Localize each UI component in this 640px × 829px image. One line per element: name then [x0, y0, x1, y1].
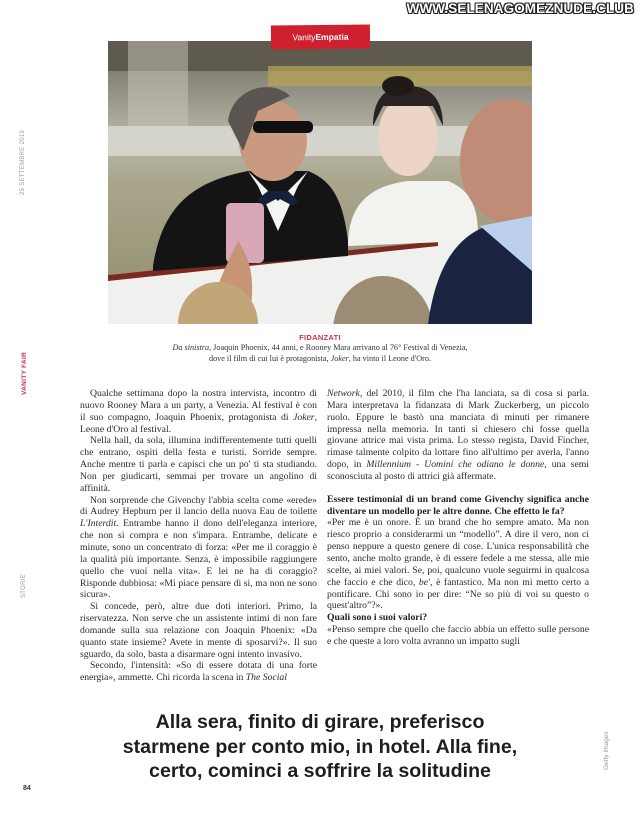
pull-quote-line: certo, cominci a soffrire la solitudine: [149, 760, 491, 783]
section-name: STORIE: [21, 573, 27, 598]
section-badge-prefix: Vanity: [292, 32, 316, 43]
paragraph: Si concede, però, altre due doti interiori. Primo, la riservatezza. Non serve che un assistente intimi di non fare domande sulla sua relazione con Joaquin Phoenix: «Da quanto state insieme? Avete in mente di sposarvi?». Il suo sguardo, da solo, basta a disarmare ogni intento invasivo.: [80, 601, 317, 660]
pull-quote-line: starmene per conto mio, in hotel. Alla fine,: [122, 735, 518, 758]
text-run: Millennium - Uomini che odiano le donne: [366, 459, 545, 471]
interview-answer: «Penso sempre che quello che faccio abbia un effetto sulle persone e che queste a loro volta avranno un impatto sugli: [327, 624, 589, 647]
caption-line-1: [108, 343, 532, 354]
caption-film-title: Joker: [330, 353, 349, 363]
section-badge-name: Empatia: [315, 31, 349, 43]
photo-illustration: [108, 41, 532, 324]
interview-answer: [327, 517, 589, 612]
text-run: Secondo, l'intensità: «So di essere dotata di una forte energia», ammette. Chi ricorda la scena in: [80, 660, 317, 684]
text-run: The Social: [245, 672, 287, 684]
text-run: Joker: [293, 411, 315, 423]
caption-lead: Da sinistra: [172, 343, 210, 352]
article-photo: [108, 41, 532, 324]
text-run: . Entrambe hanno il dono dell'eleganza interiore, che non si compra e non s'impara. Entrambe, delicate e minute, sono un concentrato di forza: «Per me il coraggio è la qualità più importante. Senza, è impossibile raggiungere quello che vuoi nella vita». E lei ne ha di coraggio? Risponde dubbiosa: «Mi piace pensare di sì, ma non ne sono sicura».: [80, 518, 317, 601]
text-run: Network: [327, 388, 360, 399]
photo-caption: [108, 332, 532, 364]
article-column-right: [327, 388, 589, 648]
text-run: be': [418, 576, 431, 588]
caption-line-2: [108, 354, 532, 365]
text-run: L'Interdit: [80, 518, 117, 530]
magazine-name: VANITY FAIR: [21, 351, 28, 395]
caption-text: , ha vinto il Leone d'Oro.: [348, 353, 432, 363]
caption-text: , Joaquin Phoenix, 44 anni, e Rooney Mara arrivano al 76° Festival di Venezia,: [209, 343, 468, 352]
watermark: WWW.SELENAGOMEZNUDE.CLUB: [406, 1, 634, 16]
article-column-left: [80, 388, 317, 684]
paragraph: [80, 660, 317, 684]
caption-title: FIDANZATI: [299, 333, 341, 342]
paragraph: [327, 388, 589, 483]
caption-text: dove il film di cui lui è protagonista,: [208, 353, 331, 363]
page-number: 84: [23, 785, 31, 792]
photo-credit: Getty Images: [603, 731, 610, 770]
interview-question: Essere testimonial di un brand come Givenchy significa anche diventare un modello per le altre donne. Che effetto le fa?: [327, 493, 589, 517]
text-run: Non sorprende che Givenchy l'abbia scelta come «erede» di Audrey Hepburn per il lancio della nuova Eau de toilette: [80, 494, 317, 518]
text-run: , una semi sconosciuta al posto di attrici già affermate.: [327, 459, 589, 482]
pull-quote: [80, 710, 560, 784]
text-run: , Leone d'Oro al festival.: [80, 411, 317, 435]
paragraph: [80, 388, 317, 435]
pull-quote-line: Alla sera, finito di girare, preferisco: [155, 711, 485, 733]
text-run: , del 2010, il film che l'ha lanciata, sa di cosa si parla. Mara interpretava la fidanzata di Mark Zuckerberg, un piccolo ruolo. Eppure le bastò una manciata di minuti per rimanere impressa nella memoria. In tanti si chiesero chi fosse quella giovane attrice mai vista prima. Lo stesso regista, David Fincher, rimase talmente colpito da lottare fino all'ultimo per averla, l'anno dopo, in: [327, 388, 589, 471]
issue-date: 25 SETTEMBRE 2019: [20, 129, 26, 195]
interview-question: Quali sono i suoi valori?: [327, 612, 428, 624]
paragraph: Nella hall, da sola, illumina indifferentemente tutti quelli che entrano, ospiti della festa e turisti. Sorride sempre. Anche mentre ti parla e capisci che un po' ti sta studiando. Non per giudicarti, semmai per trovare un angolino di affinità.: [80, 435, 317, 494]
text-run: «Per me è un onore. È un brand che ho sempre amato. Ma non riesco proprio a considerarmi un “modello”. A dire il vero, non ci penso neppure a questo genere di cose. L'unica responsabilità che sento, anche molto grande, è di essere fedele a me stessa, alle mie scelte, ai miei valori. Se, poi, qualcuno vuole seguirmi in qualcosa che faccio e che dico,: [327, 517, 589, 588]
paragraph: [80, 495, 317, 602]
text-run: Qualche settimana dopo la nostra intervista, incontro di nuovo Rooney Mara a un party, a Venezia. Al festival è con il suo compagno, Joaquin Phoenix, protagonista di: [80, 388, 317, 423]
section-badge: [271, 24, 370, 49]
text-run: , è fantastico. Ma non mi metto certo a pontificare. Chi sono io per dire: “Ne so più di voi su questo o quest'altro”?».: [327, 576, 589, 612]
